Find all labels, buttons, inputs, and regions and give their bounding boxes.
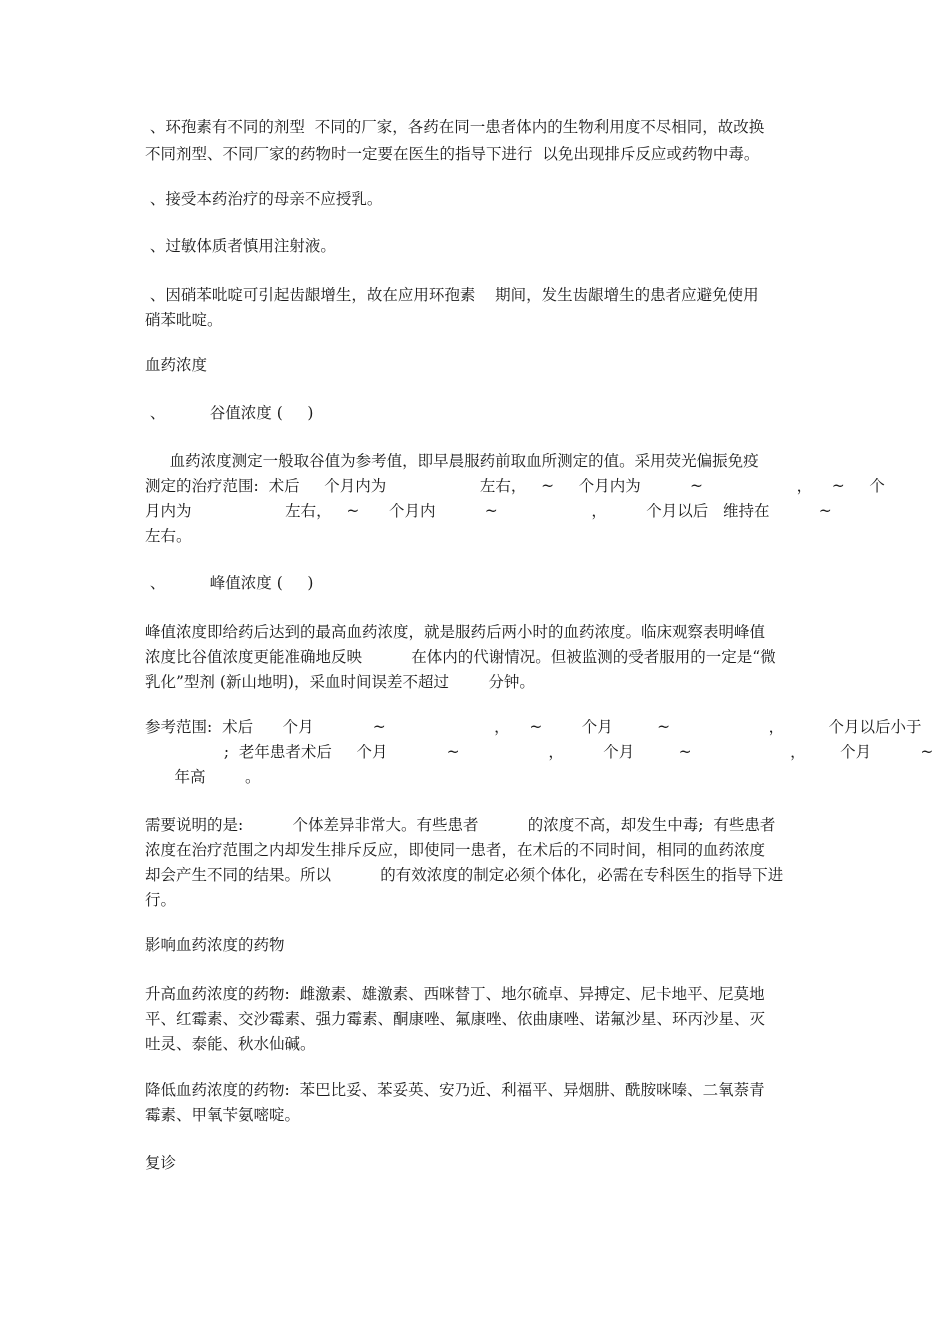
text-line: 需要说明的是: 个体差异非常大。有些患者 的浓度不高，却发生中毒; 有些患者	[145, 816, 776, 834]
section-heading: 血药浓度	[145, 356, 208, 374]
text-line: ; 老年患者术后 个月 ~ ， 个月 ~ ， 个月 ~	[145, 743, 934, 761]
text-line: 平、红霉素、交沙霉素、强力霉素、酮康唑、氟康唑、依曲康唑、诺氟沙星、环丙沙星、灭	[145, 1010, 766, 1028]
text-line: 血药浓度测定一般取谷值为参考值，即早晨服药前取血所测定的值。采用荧光偏振免疫	[145, 452, 759, 470]
text-line: 月内为 左右， ~ 个月内 ~ ， 个月以后 维持在 ~	[145, 502, 832, 520]
text-line: 峰值浓度即给药后达到的最高血药浓度，就是服药后两小时的血药浓度。临床观察表明峰值	[145, 623, 766, 641]
text-line: 、因硝苯吡啶可引起齿龈增生，故在应用环孢素 期间，发生齿龈增生的患者应避免使用	[145, 286, 759, 304]
text-line: 霉素、甲氧苄氨嘧啶。	[145, 1106, 301, 1124]
text-line: 乳化”型剂 (新山地明)，采血时间误差不超过 分钟。	[145, 673, 535, 691]
subsection-heading: 、 峰值浓度 ( )	[145, 574, 314, 592]
text-line: 降低血药浓度的药物: 苯巴比妥、苯妥英、安乃近、利福平、异烟肼、酰胺咪嗪、二氧萘青	[145, 1081, 765, 1099]
text-line: 却会产生不同的结果。所以 的有效浓度的制定必须个体化，必需在专科医生的指导下进	[145, 866, 784, 884]
text-line: 行。	[145, 891, 177, 909]
text-line: 升高血药浓度的药物: 雌激素、雄激素、西咪替丁、地尔硫卓、异搏定、尼卡地平、尼莫地	[145, 985, 765, 1003]
text-line: 浓度在治疗范围之内却发生排斥反应，即使同一患者，在术后的不同时间，相同的血药浓度	[145, 841, 766, 859]
text-line: 吐灵、泰能、秋水仙碱。	[145, 1035, 316, 1053]
section-heading: 复诊	[145, 1154, 177, 1172]
subsection-heading: 、 谷值浓度 ( )	[145, 404, 314, 422]
text-line: 不同剂型、不同厂家的药物时一定要在医生的指导下进行 以免出现排斥反应或药物中毒。	[145, 145, 760, 163]
text-line: 硝苯吡啶。	[145, 311, 223, 329]
section-heading: 影响血药浓度的药物	[145, 936, 285, 954]
text-line: 参考范围: 术后 个月 ~ ， ~ 个月 ~ ， 个月以后小于	[145, 718, 922, 736]
text-line: 、环孢素有不同的剂型 不同的厂家，各药在同一患者体内的生物利用度不尽相同，故改换	[145, 118, 765, 136]
text-line: 、接受本药治疗的母亲不应授乳。	[145, 190, 383, 208]
text-line: 浓度比谷值浓度更能准确地反映 在体内的代谢情况。但被监测的受者服用的一定是“微	[145, 648, 776, 666]
text-line: 左右。	[145, 527, 192, 545]
text-line: 、过敏体质者慎用注射液。	[145, 237, 336, 255]
text-line: 测定的治疗范围: 术后 个月内为 左右， ~ 个月内为 ~ ， ~ 个	[145, 477, 885, 495]
text-line: 年高 。	[145, 768, 261, 786]
